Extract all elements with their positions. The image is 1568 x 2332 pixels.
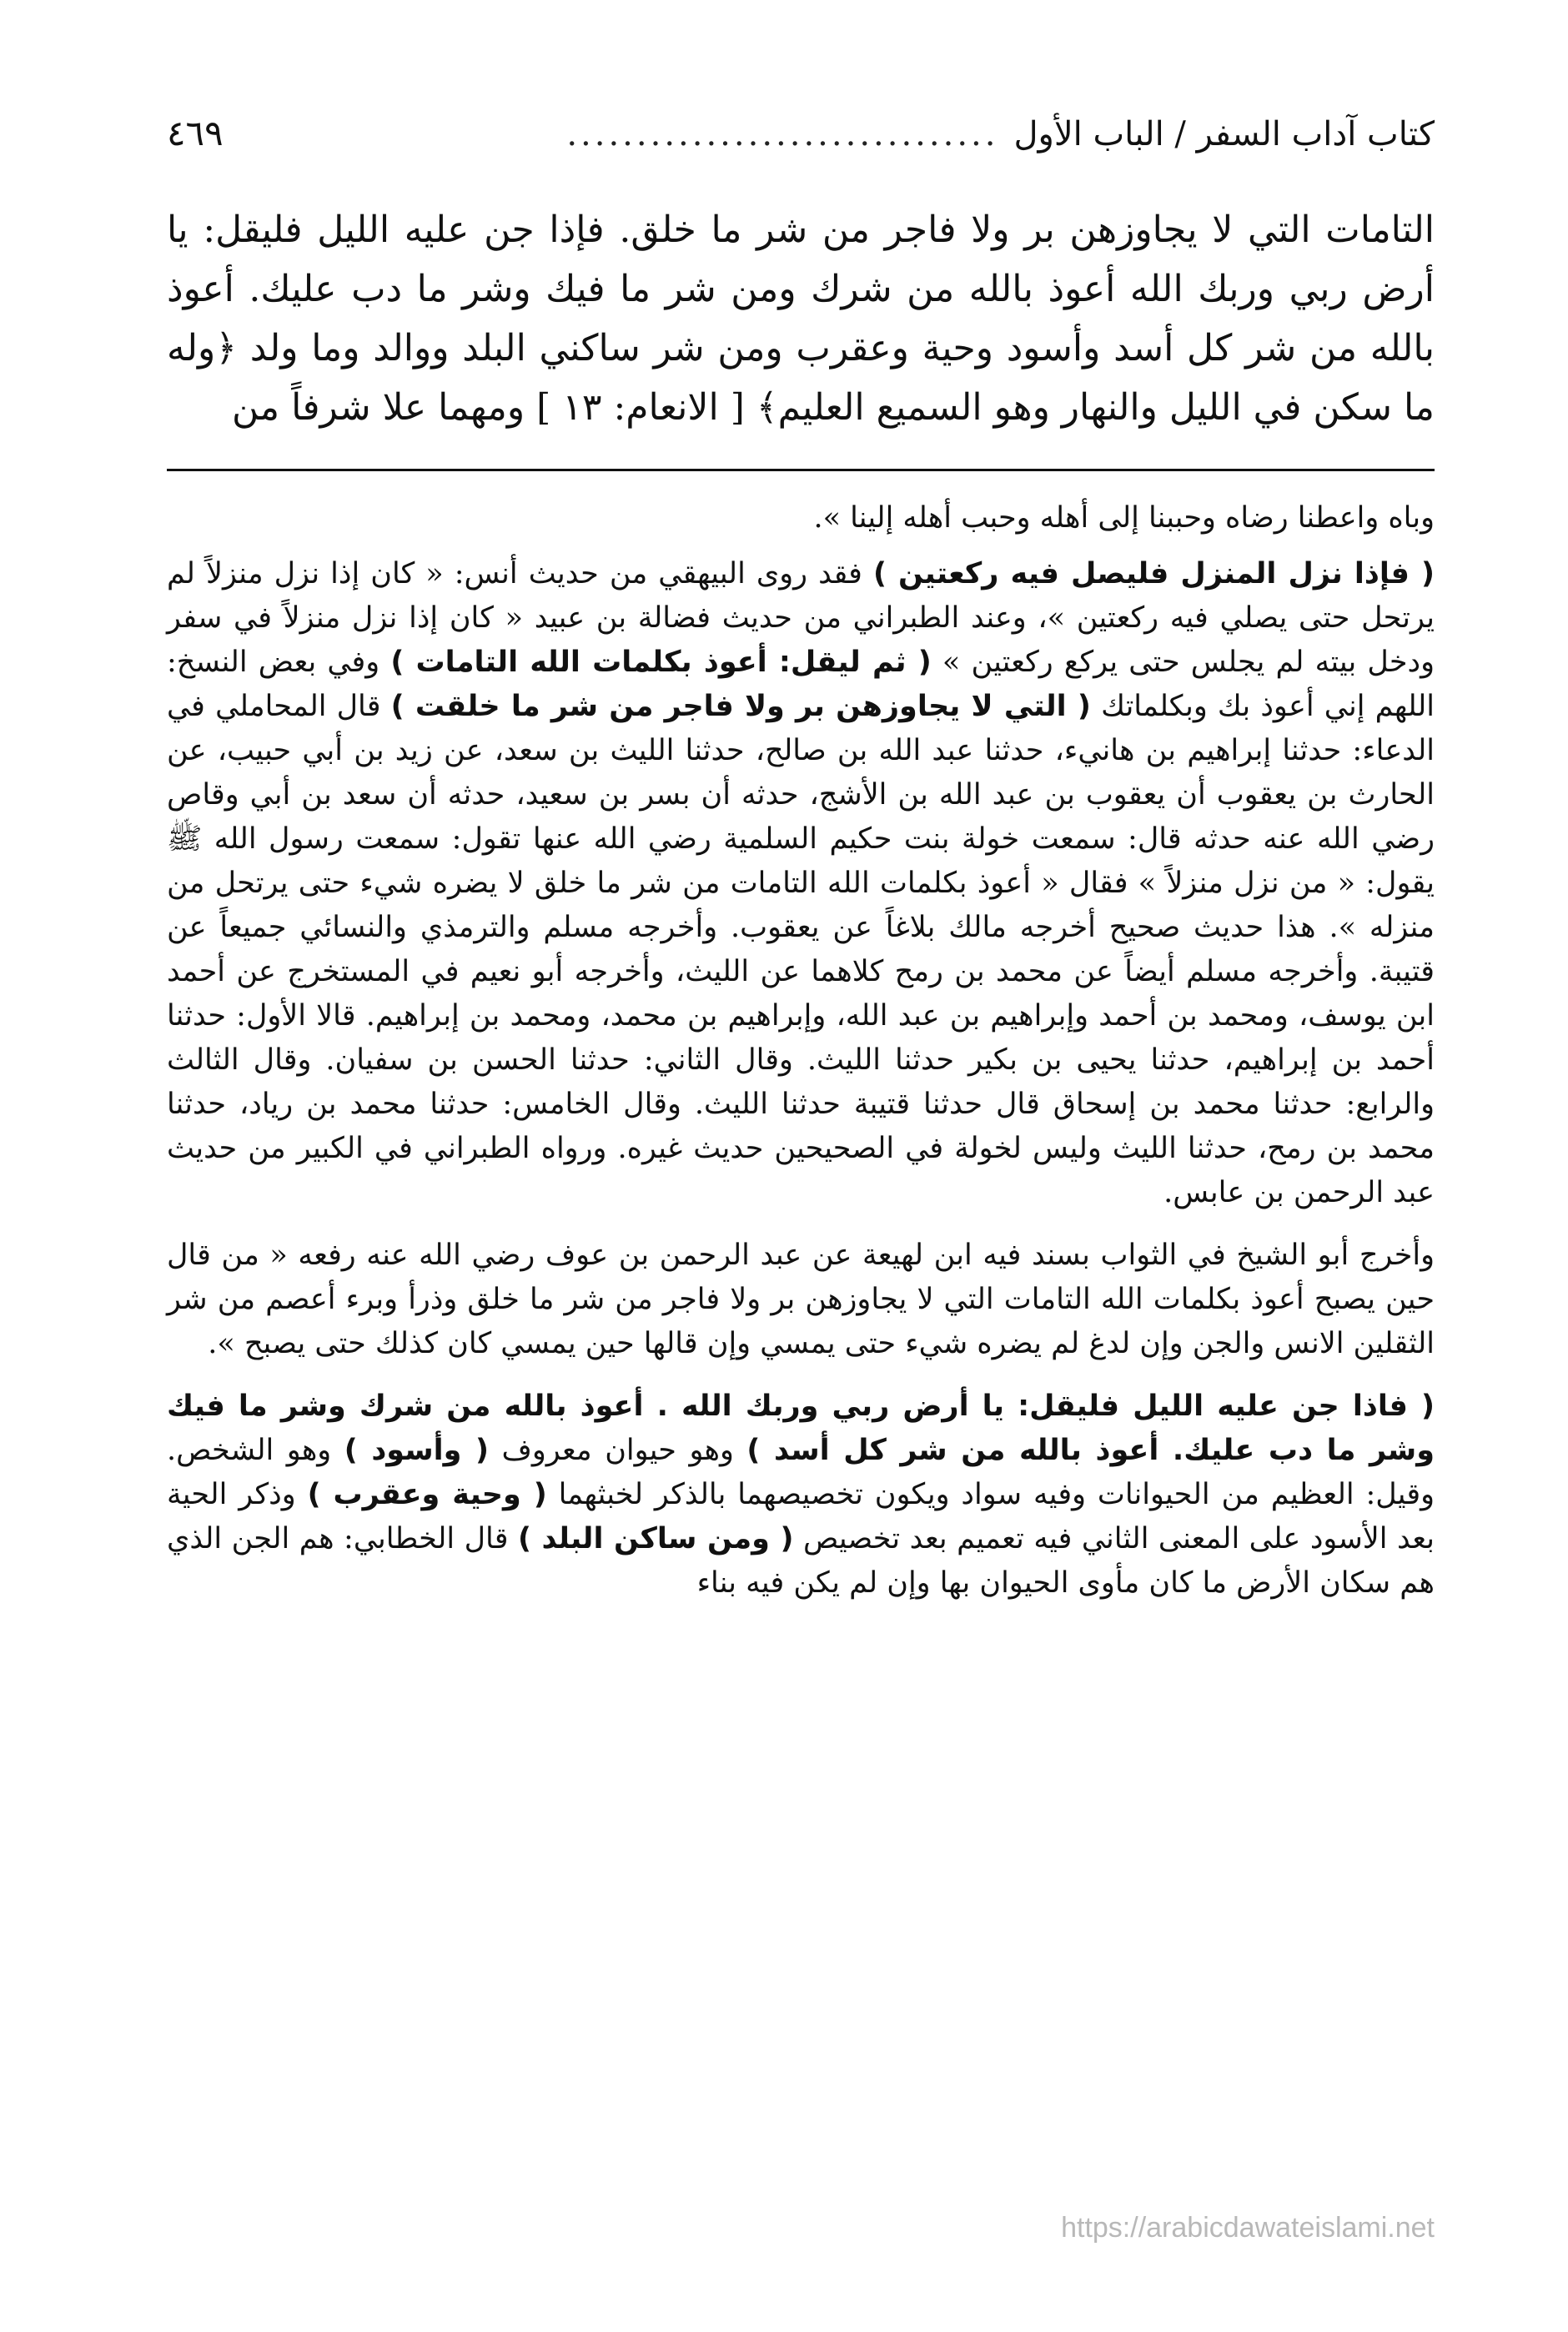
- quoted-matn: ( وأسود ): [344, 1434, 489, 1467]
- page-number: ٤٦٩: [167, 113, 224, 153]
- commentary-paragraph-4: [167, 1385, 1435, 1606]
- footnote-divider: [167, 469, 1435, 471]
- commentary-text: وذكر الحية بعد الأسود على المعنى الثاني فيه تعميم بعد تخصيص: [167, 1478, 1435, 1556]
- book-page: [167, 108, 1435, 1624]
- quoted-matn: ( ومن ساكن البلد ): [517, 1522, 794, 1556]
- commentary-text: فقد روى البيهقي من حديث أنس: « كان إذا نزل منزلاً لم يرتحل حتى يصلي فيه ركعتين »، وعند الطبراني من حديث فضالة بن عبيد « كان إذا نزل منزلاً في سفر ودخل بيته لم يجلس حتى يركع ركعتين »: [167, 557, 1435, 679]
- commentary-text: قال الخطابي: هم الجن الذي هم سكان الأرض ما كان مأوى الحيوان بها وإن لم يكن فيه بناء: [167, 1522, 1435, 1600]
- source-watermark: https://arabicdawateislami.net: [1061, 2212, 1435, 2244]
- chapter-title: كتاب آداب السفر / الباب الأول: [1013, 115, 1435, 153]
- running-header: [167, 108, 1435, 167]
- commentary-text: وفي بعض النسخ: اللهم إني أعوذ بك وبكلماتك: [167, 646, 1435, 723]
- quoted-matn: ( وحية وعقرب ): [307, 1478, 547, 1511]
- commentary-paragraph-3: وأخرج أبو الشيخ في الثواب بسند فيه ابن لهيعة عن عبد الرحمن بن عوف رضي الله عنه رفعه « من قال حين يصبح أعوذ بكلمات الله التامات التي لا يجاوزهن بر ولا فاجر من شر ما خلق وذرأ وبرء أعصم من شر الثقلين الانس والجن وإن لدغ لم يضره شيء حتى يمسي وإن قالها حين يمسي كان كذلك حتى يصبح ».: [167, 1239, 1435, 1360]
- commentary-paragraph-2: [167, 552, 1435, 1215]
- main-text: [167, 200, 1435, 437]
- quoted-matn: ( التي لا يجاوزهن بر ولا فاجر من شر ما خلقت ): [390, 690, 1091, 723]
- commentary-continuation: وباه واعطنا رضاه وحببنا إلى أهله وحبب أهله إلينا ».: [813, 501, 1435, 535]
- commentary-text: قال المحاملي في الدعاء: حدثنا إبراهيم بن هانيء، حدثنا عبد الله بن صالح، حدثنا الليث بن سعد، عن زيد بن أبي حبيب، عن الحارث بن يعقوب أن يعقوب بن عبد الله بن الأشج، حدثه أن بسر بن سعيد، حدثه أن سعد بن أبي وقاص رضي الله عنه حدثه قال: سمعت خولة بنت حكيم السلمية رضي الله عنها تقول: سمعت رسول الله ﷺ يقول: « من نزل منزلاً » فقال « أعوذ بكلمات الله التامات من شر ما خلق لا يضره شيء حتى يرتحل من منزله ». هذا حديث صحيح أخرجه مالك بلاغاً عن يعقوب. وأخرجه مسلم والترمذي والنسائي جميعاً عن قتيبة. وأخرجه مسلم أيضاً عن محمد بن رمح كلاهما عن الليث، وأخرجه أبو نعيم في المستخرج عن أحمد ابن يوسف، ومحمد بن أحمد وإبراهيم بن عبد الله، وإبراهيم بن محمد، ومحمد بن إبراهيم. قالا الأول: حدثنا أحمد بن إبراهيم، حدثنا يحيى بن بكير حدثنا الليث. وقال الثاني: حدثنا الحسن بن سفيان. وقال الثالث والرابع: حدثنا محمد بن إسحاق قال حدثنا قتيبة حدثنا الليث. وقال الخامس: حدثنا محمد بن رياد، حدثنا محمد بن رمح، حدثنا الليث وليس لخولة في الصحيحين حديث غيره. ورواه الطبراني في الكبير من حديث عبد الرحمن بن عابس.: [167, 690, 1435, 1209]
- quoted-matn: ( فإذا نزل المنزل فليصل فيه ركعتين ): [872, 557, 1435, 591]
- leader-dots: ...............................: [566, 115, 999, 153]
- quoted-matn: ( فاذا جن عليه الليل فليقل: يا أرض ربي وربك الله . أعوذ بالله من شرك وشر ما فيك وشر ما دب عليك. أعوذ بالله من شر كل أسد ): [167, 1390, 1435, 1467]
- main-paragraph: التامات التي لا يجاوزهن بر ولا فاجر من شر ما خلق. فإذا جن عليه الليل فليقل: يا أرض ربي وربك الله أعوذ بالله من شرك ومن شر ما فيك وشر ما دب عليك. أعوذ بالله من شر كل أسد وأسود وحية وعقرب ومن شر ساكني البلد ووالد وما ولد ﴿وله ما سكن في الليل والنهار وهو السميع العليم﴾ [ الانعام: ١٣ ] ومهما علا شرفاً من: [167, 209, 1435, 429]
- commentary-text: وهو الشخص. وقيل: العظيم من الحيوانات وفيه سواد ويكون تخصيصهما بالذكر لخبثهما: [167, 1434, 1435, 1511]
- commentary: [167, 496, 1435, 1606]
- quoted-matn: ( ثم ليقل: أعوذ بكلمات الله التامات ): [390, 646, 932, 679]
- commentary-text: وهو حيوان معروف: [489, 1434, 747, 1467]
